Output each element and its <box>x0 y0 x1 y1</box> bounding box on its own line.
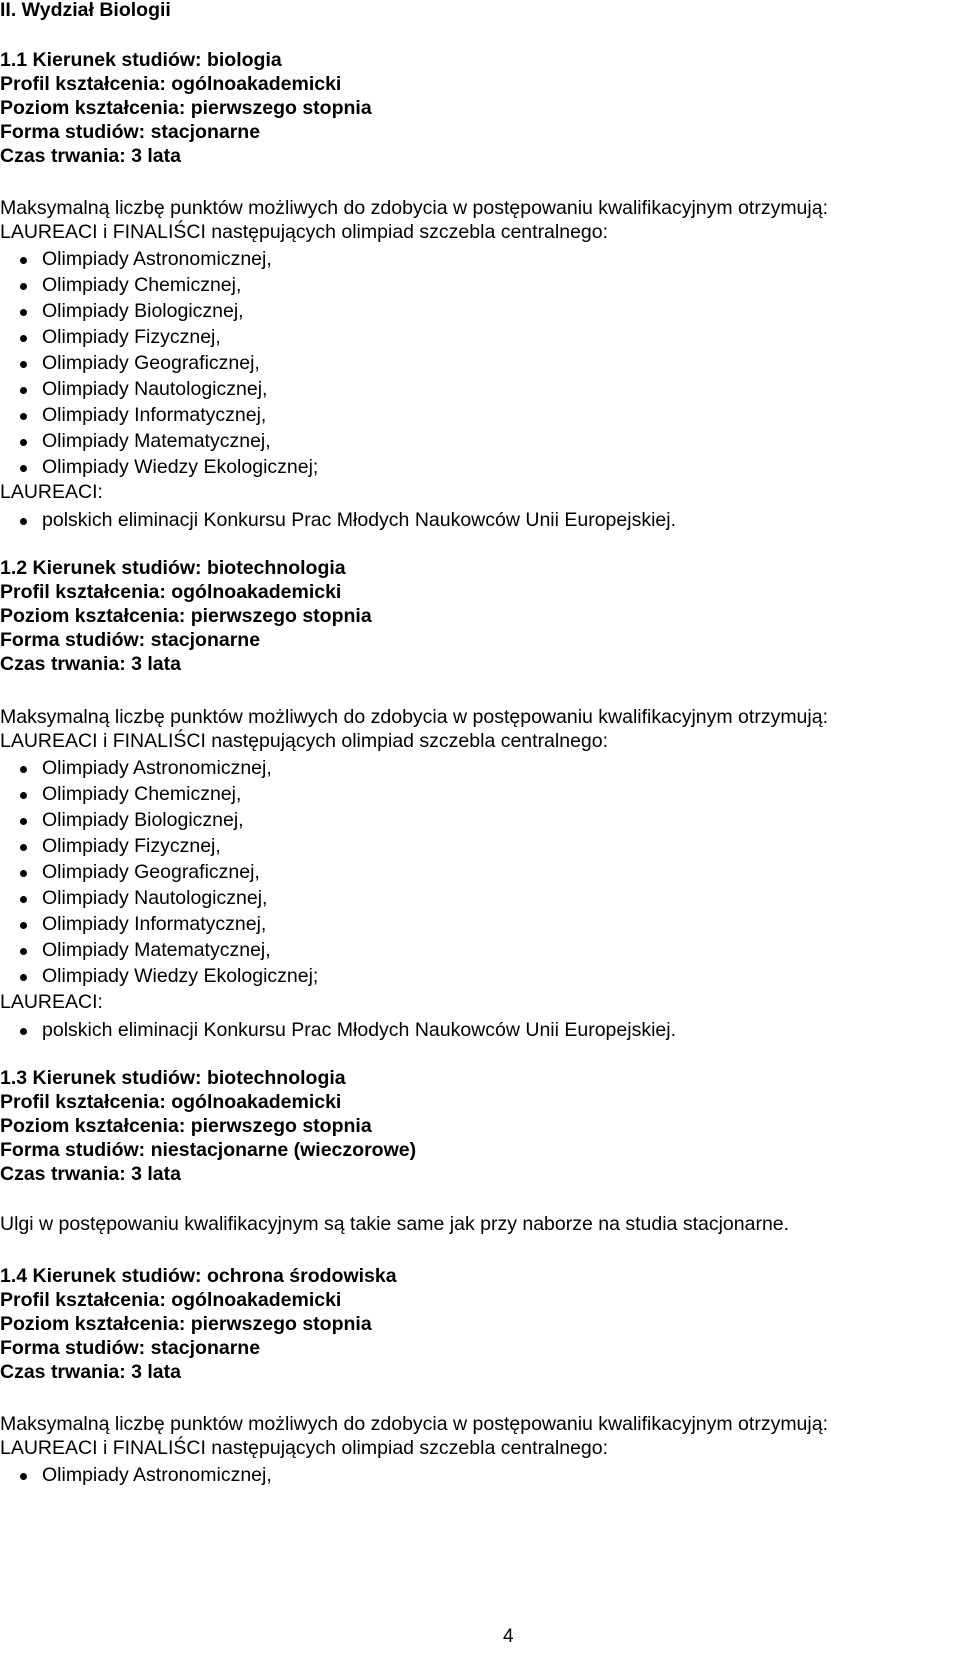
bullet-icon <box>20 518 27 525</box>
bullet-icon <box>20 844 27 851</box>
bullet-icon <box>20 465 27 472</box>
section-profile: Profil kształcenia: ogólnoakademicki <box>0 1289 342 1311</box>
section-intro: Maksymalną liczbę punktów możliwych do zdobycia w postępowaniu kwalifikacyjnym otrzymują: <box>0 197 828 219</box>
section-profile: Profil kształcenia: ogólnoakademicki <box>0 581 342 603</box>
section-form: Forma studiów: niestacjonarne (wieczorowe) <box>0 1139 417 1161</box>
bullet-icon <box>20 922 27 929</box>
bullet-icon <box>20 1473 27 1480</box>
section-duration: Czas trwania: 3 lata <box>0 1163 181 1185</box>
section-level: Poziom kształcenia: pierwszego stopnia <box>0 1313 372 1335</box>
section-duration: Czas trwania: 3 lata <box>0 653 181 675</box>
section-profile: Profil kształcenia: ogólnoakademicki <box>0 73 342 95</box>
bullet-icon <box>20 309 27 316</box>
laureaci-finalisci-label: LAUREACI i FINALIŚCI następujących olimpiad szczebla centralnego: <box>0 730 609 752</box>
section-duration: Czas trwania: 3 lata <box>0 145 181 167</box>
laureaci-label: LAUREACI: <box>0 481 103 503</box>
laureaci-finalisci-label: LAUREACI i FINALIŚCI następujących olimpiad szczebla centralnego: <box>0 1437 609 1459</box>
bullet-icon <box>20 792 27 799</box>
bullet-icon <box>20 335 27 342</box>
section-heading: 1.2 Kierunek studiów: biotechnologia <box>0 557 346 579</box>
bullet-icon <box>20 439 27 446</box>
section-intro: Maksymalną liczbę punktów możliwych do zdobycia w postępowaniu kwalifikacyjnym otrzymują: <box>0 1413 828 1435</box>
bullet-icon <box>20 766 27 773</box>
bullet-icon <box>20 413 27 420</box>
bullet-icon <box>20 257 27 264</box>
section-heading: 1.4 Kierunek studiów: ochrona środowiska <box>0 1265 397 1287</box>
page-number: 4 <box>503 1626 514 1647</box>
chapter-title: II. Wydział Biologii <box>0 0 171 21</box>
section-note: Ulgi w postępowaniu kwalifikacyjnym są takie same jak przy naborze na studia stacjonarne. <box>0 1213 790 1235</box>
bullet-icon <box>20 948 27 955</box>
laureaci-label: LAUREACI: <box>0 991 103 1013</box>
section-level: Poziom kształcenia: pierwszego stopnia <box>0 97 372 119</box>
section-form: Forma studiów: stacjonarne <box>0 1337 261 1359</box>
section-level: Poziom kształcenia: pierwszego stopnia <box>0 1115 372 1137</box>
bullet-icon <box>20 974 27 981</box>
section-heading: 1.3 Kierunek studiów: biotechnologia <box>0 1067 346 1089</box>
section-intro: Maksymalną liczbę punktów możliwych do zdobycia w postępowaniu kwalifikacyjnym otrzymują: <box>0 706 828 728</box>
section-duration: Czas trwania: 3 lata <box>0 1361 181 1383</box>
section-profile: Profil kształcenia: ogólnoakademicki <box>0 1091 342 1113</box>
bullet-icon <box>20 896 27 903</box>
bullet-icon <box>20 387 27 394</box>
section-form: Forma studiów: stacjonarne <box>0 121 261 143</box>
section-heading: 1.1 Kierunek studiów: biologia <box>0 49 282 71</box>
bullet-icon <box>20 361 27 368</box>
bullet-icon <box>20 1028 27 1035</box>
bullet-icon <box>20 870 27 877</box>
bullet-icon <box>20 283 27 290</box>
document-page: II. Wydział Biologii 1.1 Kierunek studiów: biologia Profil kształcenia: ogólnoakademicki Poziom kształcenia: pierwszego stopnia Forma studiów: stacjonarne Czas trwania: 3 lata Maksymalną liczbę punktów możliwych do zdobycia w postępowaniu kwalifikacyjnym otrzymują: LAUREACI i FINALIŚCI następujących olimpiad szczebla centralnego: Olimpiady Astronomicznej, Olimpiady Chemicznej, Olimpiady Biologicznej, Olimpiady Fizycznej, Olimpiady Geograficznej, Olimpiady Nautologicznej, Olimpiady Informatycznej, Olimpiady Matematycznej, Olimpiady Wiedzy Ekologicznej; LAUREACI: polskich eliminacji Konkursu Prac Młodych Naukowców Unii Europejskiej. 1.2 Kierunek studiów: biotechnologia Profil kształcenia: ogólnoakademicki Poziom kształcenia: pierwszego stopnia Forma studiów: stacjonarne Czas trwania: 3 lata Maksymalną liczbę punktów możliwych do zdobycia w postępowaniu kwalifikacyjnym otrzymują: LAUREACI i FINALIŚCI następujących olimpiad szczebla centralnego: Olimpiady Astronomicznej, Olimpiady Chemicznej, Olimpiady Biologicznej, Olimpiady Fizycznej, Olimpiady Geograficznej, Olimpiady Nautologicznej, Olimpiady Informatycznej, Olimpiady Matematycznej, Olimpiady Wiedzy Ekologicznej; LAUREACI: polskich eliminacji Konkursu Prac Młodych Naukowców Unii Europejskiej. 1.3 Kierunek studiów: biotechnologia Profil kształcenia: ogólnoakademicki Poziom kształcenia: pierwszego stopnia Forma studiów: niestacjonarne (wieczorowe) Czas trwania: 3 lata Ulgi w postępowaniu kwalifikacyjnym są takie same jak przy naborze na studia stacjonarne. 1.4 Kierunek studiów: ochrona środowiska Profil kształcenia: ogólnoakademicki Poziom kształcenia: pierwszego stopnia Forma studiów: stacjonarne Czas trwania: 3 lata Maksymalną liczbę punktów możliwych do zdobycia w postępowaniu kwalifikacyjnym otrzymują: LAUREACI i FINALIŚCI następujących olimpiad szczebla centralnego: Olimpiady Astronomicznej, 4 <box>0 0 828 1647</box>
bullet-icon <box>20 818 27 825</box>
section-form: Forma studiów: stacjonarne <box>0 629 261 651</box>
section-level: Poziom kształcenia: pierwszego stopnia <box>0 605 372 627</box>
laureaci-finalisci-label: LAUREACI i FINALIŚCI następujących olimpiad szczebla centralnego: <box>0 221 609 243</box>
